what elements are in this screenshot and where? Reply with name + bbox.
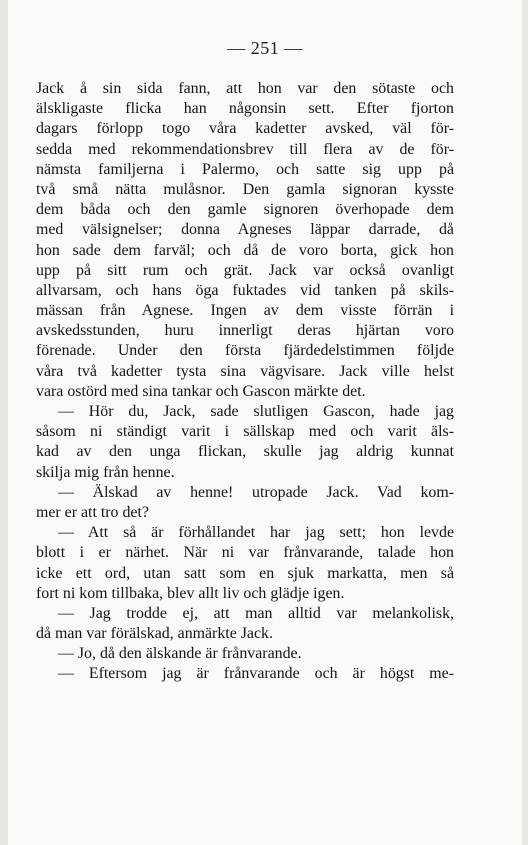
text-line: älskligaste flicka han någonsin sett. Efter fjorton (36, 100, 454, 118)
text-line: skilja mig från henne. (36, 463, 175, 481)
text-line: med välsignelser; donna Agneses läppar darrade, då (36, 221, 454, 239)
text-line: hon sade dem farväl; och då de voro borta, gick hon (36, 241, 454, 259)
text-line: upp på sitt rum och grät. Jack var också ovanligt (36, 261, 454, 279)
text-line: sedda med rekommendationsbrev till flera av de för- (36, 140, 454, 158)
text-line: fort ni kom tillbaka, blev allt liv och glädje igen. (36, 584, 345, 602)
book-page (8, 0, 522, 845)
text-line: avskedsstunden, huru innerligt deras hjärtan voro (36, 322, 454, 340)
text-line: kad av den unga flickan, skulle jag aldrig kunnat (36, 443, 454, 461)
text-line: vara ostörd med sina tankar och Gascon märkte det. (36, 382, 366, 400)
text-line: dem båda och den gamle signoren överhopade dem (36, 201, 454, 219)
text-line: — Eftersom jag är frånvarande och är högst me- (58, 665, 454, 683)
text-line: — Hör du, Jack, sade slutligen Gascon, hade jag (58, 403, 454, 420)
text-line: förenade. Under den första fjärdedelstimmen följde (36, 342, 454, 360)
text-line: Jack å sin sida fann, att hon var den sötaste och (36, 80, 454, 97)
page-number: — 251 — (227, 38, 303, 58)
text-line: mässan från Agnese. Ingen av dem visste förrän i (36, 302, 454, 320)
text-line: då man var förälskad, anmärkte Jack. (36, 625, 273, 643)
text-line: såsom ni ständigt varit i sällskap med och varit äls- (36, 423, 454, 441)
text-line: — Jag trodde ej, att man alltid var melankolisk, (58, 604, 454, 622)
text-line: nämsta familjerna i Palermo, och satte sig upp på (36, 160, 454, 178)
body-text (36, 79, 454, 685)
text-line: allvarsam, och hans öga fuktades vid tanken på skils- (36, 281, 454, 299)
text-line: dagars förlopp togo våra kadetter avsked, väl för- (36, 120, 454, 138)
text-line: mer er att tro det? (36, 503, 149, 521)
text-line: icke ett ord, utan satt som en sjuk markatta, men så (36, 564, 454, 582)
text-line: två små nätta mulåsnor. Den gamla signoran kysste (36, 180, 454, 198)
text-line: — Att så är förhållandet har jag sett; hon levde (58, 524, 454, 542)
text-line: våra två kadetter tysta sina vägvisare. Jack ville helst (36, 362, 454, 380)
text-line: — Jo, då den älskande är frånvarande. (58, 645, 302, 663)
text-line: — Älskad av henne! utropade Jack. Vad kom- (58, 483, 454, 501)
text-line: blott i er närhet. När ni var frånvarande, talade hon (36, 544, 454, 562)
